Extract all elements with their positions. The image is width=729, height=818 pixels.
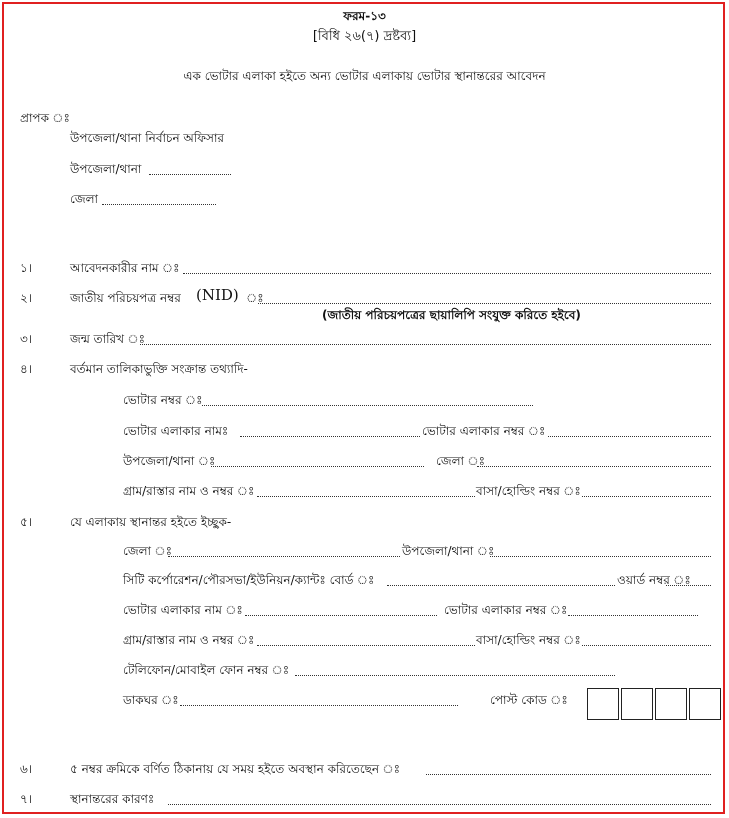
target-area-name-field[interactable] — [245, 615, 437, 616]
recipient-upazila-label: উপজেলা/থানা — [70, 162, 142, 176]
item-5-number: ৫। — [20, 515, 33, 529]
current-village-label: গ্রাম/রাস্তার নাম ও নম্বর ঃ — [123, 484, 255, 498]
target-city-field[interactable] — [387, 585, 615, 586]
target-district-label: জেলা ঃ — [123, 544, 172, 558]
target-area-name-label: ভোটার এলাকার নাম ঃ — [123, 603, 243, 617]
post-code-boxes — [587, 688, 721, 720]
nid-field[interactable] — [258, 303, 711, 304]
post-code-box[interactable] — [621, 688, 653, 720]
current-upazila-field[interactable] — [211, 466, 424, 467]
residence-since-label: ৫ নম্বর ক্রমিকে বর্ণিত ঠিকানায় যে সময় হইতে অবস্থান করিতেছেন ঃ — [70, 762, 401, 776]
item-3-number: ৩। — [20, 332, 33, 346]
target-post-code-label: পোস্ট কোড ঃ — [490, 693, 568, 707]
recipient-officer: উপজেলা/থানা নির্বাচন অফিসার — [70, 131, 225, 145]
transfer-target-label: যে এলাকায় স্থানান্তর হইতে ইচ্ছুক- — [70, 515, 232, 529]
item-2-number: ২। — [20, 291, 33, 305]
form-title: এক ভোটার এলাকা হইতে অন্য ভোটার এলাকায় ভোটার স্থানান্তরের আবেদন — [183, 69, 546, 83]
current-village-field[interactable] — [257, 496, 475, 497]
recipient-district-field[interactable] — [102, 204, 216, 205]
item-1-number: ১। — [20, 261, 33, 275]
form-number: ফরম-১৩ — [343, 9, 386, 23]
target-phone-label: টেলিফোন/মোবাইল ফোন নম্বর ঃ — [123, 663, 290, 677]
current-area-no-label: ভোটার এলাকার নম্বর ঃ — [422, 424, 546, 438]
target-village-field[interactable] — [257, 645, 475, 646]
birth-date-field[interactable] — [140, 344, 711, 345]
item-4-number: ৪। — [20, 362, 33, 376]
item-6-number: ৬। — [20, 762, 33, 776]
recipient-district-label: জেলা — [70, 192, 99, 206]
post-code-box[interactable] — [689, 688, 721, 720]
target-area-no-label: ভোটার এলাকার নম্বর ঃ — [444, 603, 568, 617]
target-post-office-field[interactable] — [180, 705, 458, 706]
current-area-name-field[interactable] — [240, 436, 420, 437]
target-post-office-label: ডাকঘর ঃ — [123, 693, 179, 707]
transfer-reason-label: স্থানান্তরের কারণঃ — [70, 792, 155, 806]
current-district-field[interactable] — [477, 466, 711, 467]
applicant-name-field[interactable] — [183, 273, 711, 274]
target-upazila-field[interactable] — [490, 556, 711, 557]
current-district-label: জেলা ঃ — [436, 454, 485, 468]
current-house-label: বাসা/হোল্ডিং নম্বর ঃ — [476, 484, 581, 498]
target-district-field[interactable] — [168, 556, 400, 557]
target-ward-label: ওয়ার্ড নম্বর ঃ — [617, 573, 691, 587]
nid-abbrev: (NID) — [196, 286, 239, 304]
target-ward-field[interactable] — [666, 585, 711, 586]
target-city-label: সিটি কর্পোরেশন/পৌরসভা/ইউনিয়ন/ক্যান্টঃ বোর্ড ঃ — [123, 573, 375, 587]
recipient-upazila-field[interactable] — [149, 174, 231, 175]
rule-reference: [বিধি ২৬(৭) দ্রষ্টব্য] — [312, 29, 417, 44]
birth-date-label: জন্ম তারিখ ঃ — [70, 332, 145, 346]
current-voter-no-field[interactable] — [202, 405, 533, 406]
nid-label: জাতীয় পরিচয়পত্র নম্বর — [70, 291, 181, 305]
nid-copy-note: (জাতীয় পরিচয়পত্রের ছায়ালিপি সংযুক্ত করিতে হইবে) — [322, 308, 581, 322]
residence-since-field[interactable] — [426, 774, 711, 775]
target-house-field[interactable] — [582, 645, 711, 646]
current-upazila-label: উপজেলা/থানা ঃ — [123, 454, 216, 468]
target-upazila-label: উপজেলা/থানা ঃ — [402, 544, 495, 558]
target-phone-field[interactable] — [295, 675, 615, 676]
post-code-box[interactable] — [655, 688, 687, 720]
target-area-no-field[interactable] — [568, 615, 698, 616]
current-enrollment-label: বর্তমান তালিকাভুক্তি সংক্রান্ত তথ্যাদি- — [70, 362, 248, 376]
post-code-box[interactable] — [587, 688, 619, 720]
target-village-label: গ্রাম/রাস্তার নাম ও নম্বর ঃ — [123, 633, 255, 647]
current-voter-no-label: ভোটার নম্বর ঃ — [123, 393, 203, 407]
applicant-name-label: আবেদনকারীর নাম ঃ — [70, 261, 180, 275]
transfer-reason-field[interactable] — [168, 804, 711, 805]
recipient-label: প্রাপক ঃ — [20, 111, 70, 125]
current-area-no-field[interactable] — [548, 436, 711, 437]
nid-colon: ঃ — [246, 291, 264, 305]
item-7-number: ৭। — [20, 792, 33, 806]
current-area-name-label: ভোটার এলাকার নামঃ — [123, 424, 229, 438]
current-house-field[interactable] — [582, 496, 711, 497]
target-house-label: বাসা/হোল্ডিং নম্বর ঃ — [476, 633, 581, 647]
